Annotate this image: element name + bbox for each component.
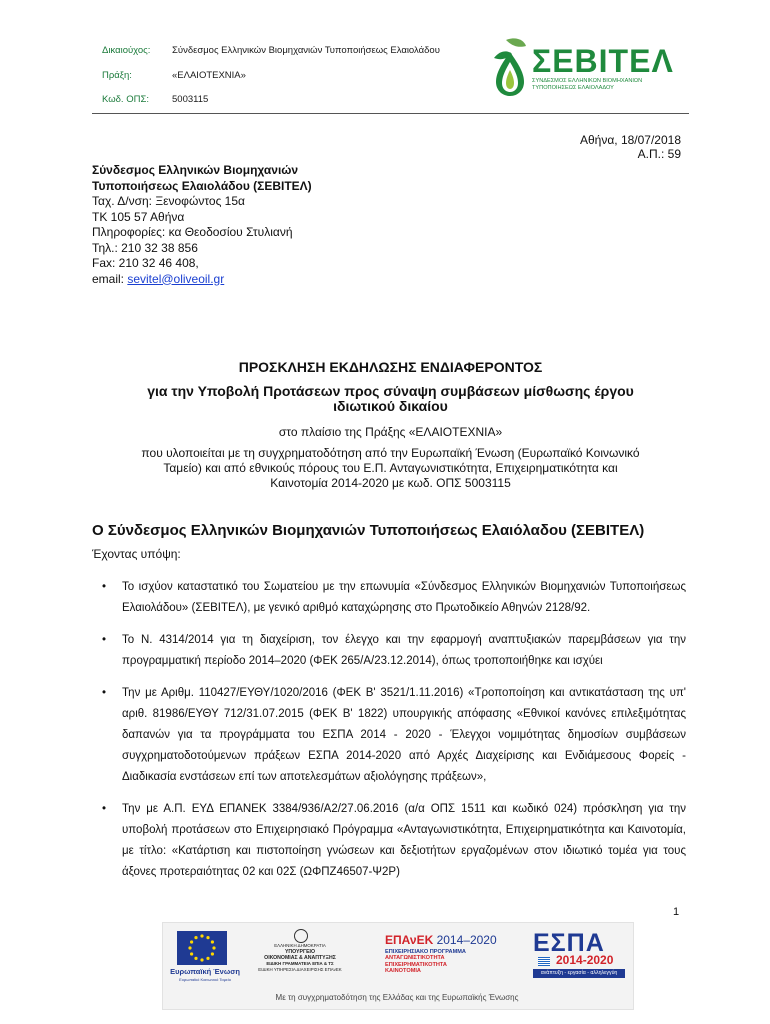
epanek-years: 2014–2020 xyxy=(436,933,497,947)
action-label: Πράξη: xyxy=(102,70,132,81)
date-line: Αθήνα, 18/07/2018 xyxy=(579,133,681,147)
ops-code-label: Κωδ. ΟΠΣ: xyxy=(102,94,149,105)
funding-line: που υλοποιείται με τη συγχρηματοδότηση από την Ευρωπαϊκή Ένωση (Ευρωπαϊκό Κοινωνικό xyxy=(141,446,640,460)
logo-subtitle xyxy=(532,78,642,91)
epanek-title: ΕΠΑνΕΚ xyxy=(385,933,434,947)
logo-subtitle-line: ΤΥΠΟΠΟΙΗΣΕΩΣ ΕΛΑΙΟΛΑΔΟΥ xyxy=(532,84,614,91)
list-item-text: Την με Α.Π. ΕΥΔ ΕΠΑΝΕΚ 3384/936/Α2/27.06.2016 (α/α ΟΠΣ 1511 και κωδικό 024) πρόσκληση για την υποβολή προτάσεων στο Επιχειρησιακό Πρόγραμμα «Ανταγωνιστικότητα, Επιχειρηματικότητα και Καινοτομία, με τίτλο: «Κατάρτιση και πιστοποίηση γνώσεων και δεξιοτήτων εργαζομένων στον ιδιωτικό τομέα για τους άξονες προτεραιότητας 02 και 02Σ (ΩΦΠΖ46507-Ψ2Ρ) xyxy=(122,803,686,878)
document-title: ΠΡΟΣΚΛΗΣΗ ΕΚΔΗΛΩΣΗΣ ΕΝΔΙΑΦΕΡΟΝΤΟΣ xyxy=(238,359,543,375)
sender-block xyxy=(92,163,312,287)
page-number: 1 xyxy=(673,906,680,918)
eu-label: Ευρωπαϊκή Ένωση xyxy=(170,967,240,976)
ministry-line: ΕΙΔΙΚΗ ΓΡΑΜΜΑΤΕΙΑ ΕΠΙΑ & ΤΣ xyxy=(266,961,334,966)
epanek-line: ΑΝΤΑΓΩΝΙΣΤΙΚΟΤΗΤΑ xyxy=(385,955,445,962)
sender-postcode: ΤΚ 105 57 Αθήνα xyxy=(92,209,185,224)
espa-tagline: ανάπτυξη - εργασία - αλληλεγγύη xyxy=(533,969,625,978)
sender-name-line: Τυποποιήσεως Ελαιολάδου (ΣΕΒΙΤΕΛ) xyxy=(92,178,312,193)
greek-emblem-icon xyxy=(294,929,308,943)
list-item xyxy=(92,630,686,672)
list-item xyxy=(92,683,686,788)
sender-info: Πληροφορίες: κα Θεοδοσίου Στυλιανή xyxy=(92,225,293,239)
eu-sublabel: Ευρωπαϊκό Κοινωνικό Ταμείο xyxy=(179,977,231,982)
context-line: στο πλαίσιο της Πράξης «ΕΛΑΙΟΤΕΧΝΙΑ» xyxy=(278,425,503,439)
list-item-text: Το Ν. 4314/2014 για τη διαχείριση, τον έλεγχο και την εφαρμογή αναπτυξιακών παρεμβάσεων για την προγραμματική περίοδο 2014–2020 (ΦΕΚ 265/Α/23.12.2014), όπως τροποποιήθηκε και ισχύει xyxy=(122,634,686,667)
logo-wordmark: ΣΕΒΙΤΕΛ xyxy=(532,43,674,79)
ministry-block xyxy=(257,943,343,973)
funding-statement xyxy=(100,446,681,491)
greek-flag-icon xyxy=(538,957,550,966)
bullet-icon: • xyxy=(102,803,107,815)
funding-line: Καινοτομία 2014-2020 με κωδ. ΟΠΣ 5003115 xyxy=(270,476,511,490)
bullet-icon: • xyxy=(102,634,107,646)
list-item xyxy=(92,577,686,619)
subtitle-line: ιδιωτικού δικαίου xyxy=(333,398,448,414)
bullet-icon: • xyxy=(102,581,107,593)
epanek-line: ΚΑΙΝΟΤΟΜΙΑ xyxy=(385,968,421,975)
ministry-line: ΥΠΟΥΡΓΕΙΟ xyxy=(284,949,316,955)
epanek-line: ΕΠΙΧΕΙΡΗΣΙΑΚΟ ΠΡΟΓΡΑΜΜΑ xyxy=(385,949,466,955)
action-value: «ΕΛΑΙΟΤΕΧΝΙΑ» xyxy=(172,70,246,81)
sender-fax: Fax: 210 32 46 408, xyxy=(92,256,199,270)
ministry-line: ΕΙΔΙΚΗ ΥΠΗΡΕΣΙΑ ΔΙΑΧΕΙΡΙΣΗΣ ΕΠΑνΕΚ xyxy=(258,967,342,972)
list-item-text: Το ισχύον καταστατικό του Σωματείου με την επωνυμία «Σύνδεσμος Ελληνικών Βιομηχανιών Τυποποιήσεως Ελαιολάδου» (ΣΕΒΙΤΕΛ), με γενικό αριθμό καταχώρησης στο Πρωτοδικείο Αθηνών 2128/92. xyxy=(122,581,686,614)
intro-text: Έχοντας υπόψη: xyxy=(92,547,181,561)
document-subtitle xyxy=(92,384,689,414)
sender-name xyxy=(92,163,312,194)
beneficiary-value: Σύνδεσμος Ελληνικών Βιομηχανιών Τυποποιήσεως Ελαιολάδου xyxy=(172,45,440,56)
epanek-description xyxy=(385,949,525,975)
epanek-line: ΕΠΙΧΕΙΡΗΜΑΤΙΚΟΤΗΤΑ xyxy=(385,961,447,968)
espa-title: ΕΣΠΑ xyxy=(533,929,605,957)
logo-subtitle-line: ΣΥΝΔΕΣΜΟΣ ΕΛΛΗΝΙΚΩΝ ΒΙΟΜΗΧΑΝΙΩΝ xyxy=(532,78,643,84)
sender-email-row xyxy=(92,272,312,288)
epanek-logo xyxy=(385,933,497,947)
email-label: email: xyxy=(92,271,128,286)
olive-drop-logo-icon xyxy=(490,36,530,98)
bullet-icon: • xyxy=(102,687,107,699)
list-item-text: Την με Αριθμ. 110427/ΕΥΘΥ/1020/2016 (ΦΕΚ Β' 3521/1.11.2016) «Τροποποίηση και αντικατάσταση της υπ' αριθ. 81986/ΕΥΘΥ 712/31.07.2015 (ΦΕΚ Β' 1822) υπουργικής απόφασης «Εθνικοί κανόνες επιλεξιμότητας δαπανών για τα προγράμματα του ΕΣΠΑ 2014 - 2020 - Έλεγχοι νομιμότητας δημοσίων συμβάσεων συγχρηματοδοτούμενων πράξεων ΕΣΠΑ 2014-2020 από Αρχές Διαχείρισης και Ενδιάμεσους Φορείς - Διαδικασία ενστάσεων επί των αποτελεσμάτων αξιολόγησης πράξεων», xyxy=(122,687,686,783)
ops-code-value: 5003115 xyxy=(172,94,209,105)
ministry-line: ΕΛΛΗΝΙΚΗ ΔΗΜΟΚΡΑΤΙΑ xyxy=(274,943,326,948)
funding-line: Ταμείο) και από εθνικούς πόρους του Ε.Π. Ανταγωνιστικότητα, Επιχειρηματικότητα και xyxy=(163,461,618,475)
subtitle-line: για την Υποβολή Προτάσεων προς σύναψη συμβάσεων μίσθωσης έργου xyxy=(147,383,634,399)
protocol-number: Α.Π.: 59 xyxy=(637,147,681,161)
email-link[interactable]: sevitel@oliveoil.gr xyxy=(127,271,225,286)
list-item xyxy=(92,799,686,883)
sender-name-line: Σύνδεσμος Ελληνικών Βιομηχανιών xyxy=(92,163,299,177)
considerations-list xyxy=(92,577,686,894)
sender-address: Ταχ. Δ/νση: Ξενοφώντος 15α xyxy=(92,194,245,208)
header-divider xyxy=(92,113,689,114)
ministry-line: ΟΙΚΟΝΟΜΙΑΣ & ΑΝΑΠΤΥΞΗΣ xyxy=(264,955,336,961)
beneficiary-label: Δικαιούχος: xyxy=(102,45,151,56)
section-heading: Ο Σύνδεσμος Ελληνικών Βιομηχανιών Τυποποιήσεως Ελαιόλαδου (ΣΕΒΙΤΕΛ) xyxy=(92,522,645,539)
espa-years: 2014-2020 xyxy=(556,953,614,967)
sender-phone: Τηλ.: 210 32 38 856 xyxy=(92,240,198,255)
cofunding-caption: Με τη συγχρηματοδότηση της Ελλάδας και της Ευρωπαϊκής Ένωσης xyxy=(275,993,519,1002)
eu-flag-icon xyxy=(177,931,227,965)
